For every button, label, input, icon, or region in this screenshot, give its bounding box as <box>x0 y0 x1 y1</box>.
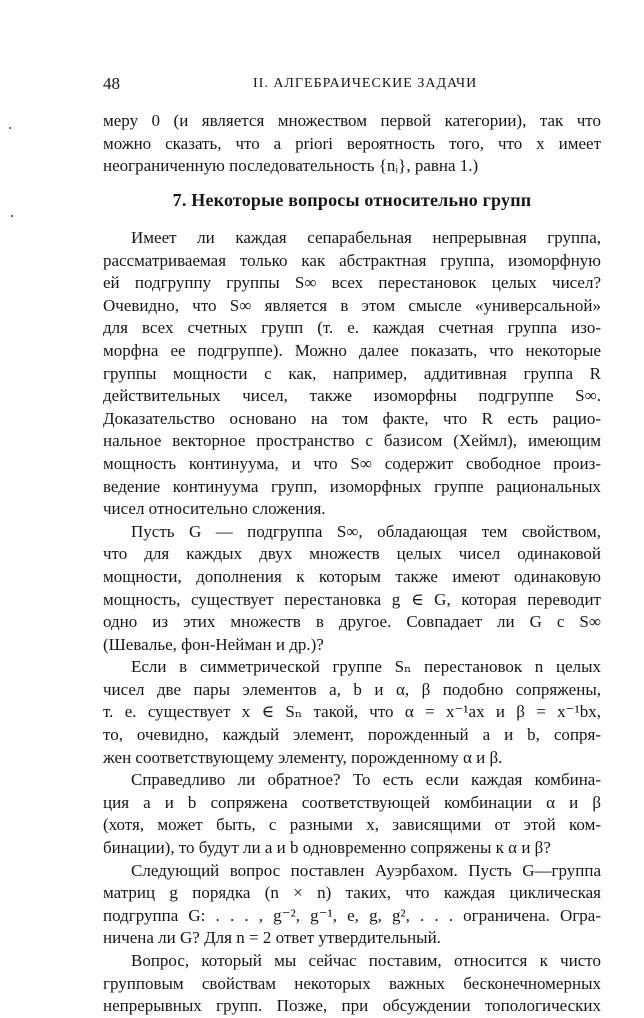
page-header <box>103 74 601 96</box>
text-line: нальное векторное пространство с базисом (Хеймл), имеющим <box>103 431 601 451</box>
margin-speck <box>9 127 11 129</box>
text-line: Справедливо ли обратное? То есть если каждая комбина- <box>131 770 601 790</box>
text-line: что для каждых двух множеств целых чисел одинаковой <box>103 544 601 564</box>
text-line: Если в симметрической группе Sₙ перестановок n целых <box>131 657 601 677</box>
text-line: чисел две пары элементов a, b и α, β подобно сопряжены, <box>103 679 601 699</box>
paragraph <box>103 521 601 657</box>
text-line: неограниченную последовательность {nᵢ}, равна 1.) <box>103 156 479 176</box>
continuation-paragraph <box>103 110 601 178</box>
text-line: мощность, существует перестановка g ∈ G, которая переводит <box>103 589 601 609</box>
text-line: группы мощности c как, например, аддитивная группа R <box>103 363 601 383</box>
text-line: мощности, дополнения к которым также имеют одинаковую <box>103 566 601 586</box>
text-line: (Шевалье, фон-Нейман и др.)? <box>103 634 324 654</box>
section-title: 7. Некоторые вопросы относительно групп <box>172 190 532 210</box>
text-line: Вопрос, который мы сейчас поставим, относится к чисто <box>131 951 601 970</box>
paragraph <box>103 769 601 859</box>
section-body <box>103 227 601 1018</box>
text-line: морфна ее подгруппе). Можно далее показать, что некоторые <box>103 340 601 360</box>
page-number: 48 <box>103 74 120 93</box>
text-line: жен соответствующему элементу, порожденному α и β. <box>103 747 503 767</box>
text-line: Доказательство основано на том факте, что R есть рацио- <box>103 408 601 428</box>
paragraph <box>103 656 601 769</box>
text-line: подгруппа G: . . . , g⁻², g⁻¹, e, g, g², . . . ограничена. Огра- <box>103 905 601 925</box>
text-line: рассматриваемая только как абстрактная группа, изоморфную <box>103 250 601 270</box>
text-line: т. е. существует x ∈ Sₙ такой, что α = x⁻¹ax и β = x⁻¹bx, <box>103 702 601 722</box>
text-line: матриц g порядка (n × n) таких, что каждая циклическая <box>103 883 601 903</box>
paragraph <box>103 860 601 950</box>
text-line: ей подгруппу группы S∞ всех перестановок целых чисел? <box>103 273 601 293</box>
paragraph <box>103 227 601 521</box>
text-line: одно из этих множеств в другое. Совпадает ли G с S∞ <box>103 612 601 632</box>
text-line: бинации), то будут ли a и b одновременно сопряжены к α и β? <box>103 838 551 858</box>
text-line: Следующий вопрос поставлен Ауэрбахом. Пусть G—группа <box>131 860 601 880</box>
text-line: то, очевидно, каждый элемент, порожденный a и b, сопря- <box>103 725 601 745</box>
text-line: для всех счетных групп (т. е. каждая счетная группа изо- <box>103 318 601 338</box>
text-line: групповым свойствам некоторых важных бесконечномерных <box>103 973 601 993</box>
text-line: ничена ли G? Для n = 2 ответ утвердительный. <box>103 928 441 948</box>
text-line: непрерывных групп. Позже, при обсуждении топологических <box>103 996 601 1016</box>
text-line: Имеет ли каждая сепарабельная непрерывная группа, <box>131 228 601 247</box>
text-line: чисел относительно сложения. <box>103 499 326 519</box>
text-line: Пусть G — подгруппа S∞, обладающая тем свойством, <box>131 521 601 541</box>
running-head: II. АЛГЕБРАИЧЕСКИЕ ЗАДАЧИ <box>253 76 478 91</box>
text-line: мощность континуума, и что S∞ содержит свободное произ- <box>103 453 601 473</box>
text-line: действительных чисел, также изоморфны подгруппе S∞. <box>103 386 601 406</box>
margin-speck <box>11 215 13 217</box>
text-line: Очевидно, что S∞ является в этом смысле «универсальной» <box>103 295 601 315</box>
text-line: ция a и b сопряжена соответствующей комбинации α и β <box>103 792 601 812</box>
text-line: можно сказать, что a priori вероятность того, что x имеет <box>103 133 601 153</box>
text-line: (хотя, может быть, с разными x, зависящими от этой ком- <box>103 815 601 835</box>
text-line: ведение континуума групп, изоморфных группе рациональных <box>103 476 601 496</box>
paragraph <box>103 950 601 1018</box>
text-line: меру 0 (и является множеством первой категории), так что <box>103 111 601 130</box>
